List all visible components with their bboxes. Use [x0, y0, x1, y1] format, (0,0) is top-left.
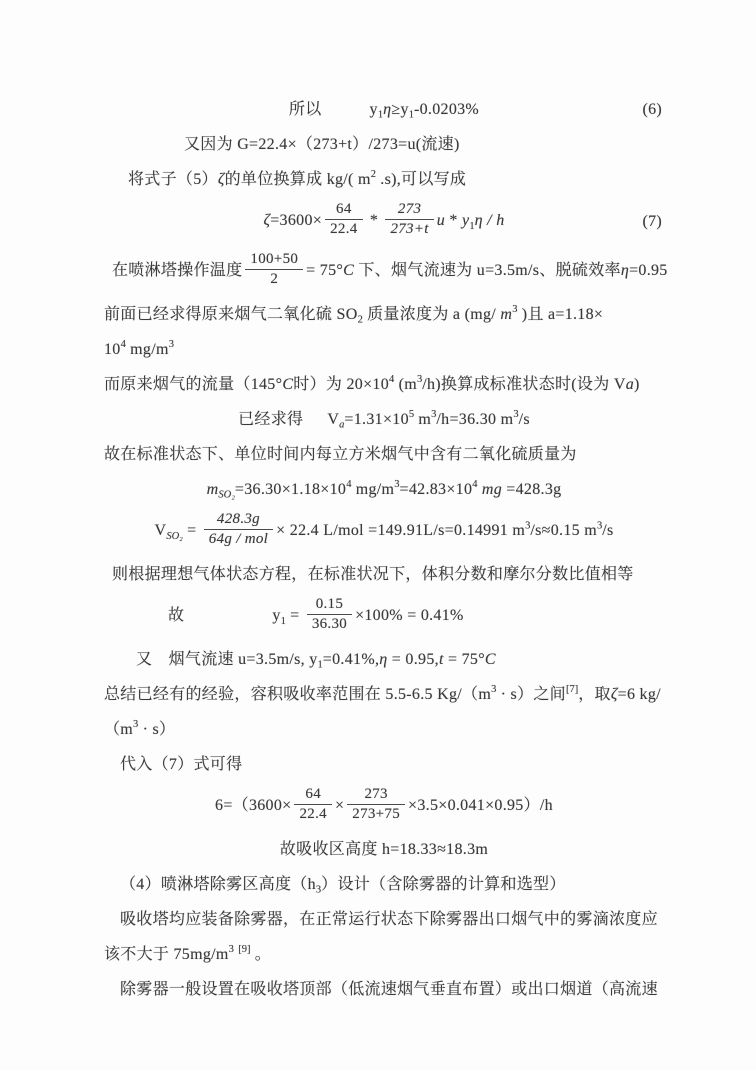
subscript: 1	[408, 109, 414, 121]
mso2-line	[104, 479, 664, 501]
superscript: 3	[168, 339, 174, 351]
text-run: )	[634, 376, 640, 393]
text-run: m	[414, 411, 432, 428]
text-run: 故	[168, 607, 185, 625]
concentration-value-line	[104, 339, 664, 361]
text-run: 。	[250, 946, 272, 963]
text-run: 又因为 G=22.4×（273+t）/273=u(流速)	[184, 136, 460, 153]
text-run: ≥	[391, 101, 401, 118]
text-run: (m	[394, 376, 417, 393]
unit-conversion-line	[104, 169, 664, 191]
superscript: [7]	[565, 684, 579, 696]
text-run: t	[438, 651, 444, 668]
text-run: =0.41%,	[322, 651, 380, 668]
operating-temp-line	[104, 251, 668, 291]
flue-gas-flow-line	[104, 374, 664, 396]
text-run: =0.95	[629, 262, 668, 280]
text-run: =3600×	[270, 212, 323, 230]
equation-number: (7)	[642, 212, 662, 230]
text-run: = 0.95,	[387, 651, 439, 668]
text-run: h	[496, 212, 505, 230]
superscript: 3	[596, 520, 603, 532]
superscript: 3	[491, 684, 497, 696]
text-run: )且 a=1.18×	[517, 306, 604, 323]
subscript: 3	[315, 884, 322, 896]
text-run: y	[369, 101, 378, 118]
text-run: 将式子（5）	[128, 171, 218, 188]
subscript: SO₂	[218, 489, 235, 501]
text-run: =	[285, 607, 304, 625]
text-run: ×3.5×0.041×0.95）/h	[408, 797, 553, 815]
fraction-numerator: 64	[305, 786, 322, 802]
subscript: 2	[357, 314, 363, 326]
text-run: mg/m	[351, 481, 395, 498]
text-run: y	[272, 607, 281, 625]
text-run: =	[182, 522, 201, 540]
equation-number: (6)	[642, 101, 662, 118]
because-G-line	[104, 134, 664, 156]
fraction	[204, 510, 273, 549]
text-run: · s）之间	[496, 686, 566, 703]
text-run: η	[383, 101, 392, 118]
fraction-numerator: 100+50	[250, 251, 299, 267]
text-run: ×	[334, 797, 345, 815]
text-run: 前面已经求得原来烟气二氧化硫 SO	[104, 306, 358, 323]
fraction-denominator: 22.4	[294, 804, 331, 824]
text-run: /	[482, 212, 497, 230]
text-run: ，取	[578, 686, 611, 703]
absorption-rate-line	[104, 684, 664, 706]
text-run: = 75°	[306, 262, 344, 280]
subscript: 1	[317, 659, 323, 671]
text-run: （m	[104, 721, 134, 738]
text-run: ζ	[610, 686, 618, 703]
text-run: /h)换算成标准状态时(设为 V	[422, 376, 626, 393]
text-run: = 75°	[443, 651, 485, 668]
text-run: C	[282, 376, 294, 393]
vso2-line	[104, 512, 664, 551]
fraction-numerator: 273	[397, 201, 422, 217]
eq6-line	[104, 99, 664, 121]
superscript: 3	[416, 374, 423, 386]
text-run: m	[206, 481, 219, 498]
superscript: 3	[431, 409, 437, 421]
text-run: mg/m	[125, 341, 169, 358]
fraction-denominator: 273+75	[347, 804, 405, 824]
fraction-denominator: 64g / mol	[204, 529, 273, 549]
text-run: 故吸收区高度 h=18.33≈18.3m	[279, 841, 489, 858]
fraction	[307, 595, 352, 634]
text-run: =1.31×10	[344, 411, 409, 428]
text-run: 又 烟气流速 u=3.5m/s, y	[136, 651, 318, 668]
section4-heading-line	[104, 874, 664, 896]
demister-requirement-line	[104, 909, 664, 931]
text-run: 下、烟气流速为 u=3.5m/s、脱硫效率	[354, 262, 621, 280]
text-run: η	[620, 262, 630, 280]
text-run: C	[343, 262, 355, 280]
fraction-numerator: 0.15	[315, 596, 344, 612]
text-run: ）设计（含除雾器的计算和选型）	[321, 876, 566, 893]
text-run: mg	[481, 481, 502, 498]
text-run: *	[445, 212, 462, 230]
text-run: 该不大于 75mg/m	[104, 946, 229, 963]
text-run: /h=36.30 m	[436, 411, 514, 428]
superscript: 2	[370, 169, 376, 181]
fraction	[245, 250, 303, 289]
text-run: × 22.4 L/mol =149.91L/s=0.14991 m	[276, 522, 526, 540]
text-run: 时）为 20×10	[293, 376, 390, 393]
demister-requirement-cont-line	[104, 944, 664, 966]
text-run: η	[379, 651, 388, 668]
text-run: =36.30×1.18×10	[234, 481, 347, 498]
text-run: ×100% = 0.41%	[355, 607, 464, 625]
text-run: y	[400, 101, 409, 118]
text-run: 除雾器一般设置在吸收塔顶部（低流速烟气垂直布置）或出口烟道（高流速	[120, 981, 658, 998]
so2-concentration-line	[104, 304, 664, 326]
text-run: y	[461, 212, 470, 230]
text-run: 质量浓度为 a (mg/	[362, 306, 501, 323]
text-run: .s),可以写成	[375, 171, 467, 188]
fraction	[347, 785, 405, 824]
ideal-gas-line	[104, 564, 664, 586]
fraction-numerator: 428.3g	[216, 511, 260, 527]
parameters-line	[104, 649, 664, 671]
superscript: 3	[133, 719, 139, 731]
superscript: 4	[120, 339, 126, 351]
text-run: C	[484, 651, 496, 668]
superscript: 3	[525, 520, 531, 532]
text-run: 代入（7）式可得	[120, 756, 243, 773]
text-run: 已经求得	[238, 411, 304, 428]
text-run: =6 kg/	[617, 686, 661, 703]
text-run: *	[365, 212, 383, 230]
text-run: 的单位换算成 kg/( m	[224, 171, 371, 188]
text-run: ζ	[263, 212, 271, 230]
superscript: 4	[346, 479, 352, 491]
fraction	[385, 200, 433, 239]
text-run: a	[625, 376, 634, 393]
absorption-rate-units-line	[104, 719, 664, 741]
fraction-denominator: 36.30	[307, 614, 352, 634]
text-run: 10	[104, 341, 121, 358]
fraction-numerator: 273	[364, 786, 388, 802]
superscript: 3	[228, 944, 234, 956]
text-run: η	[474, 212, 483, 230]
text-run: 而原来烟气的流量（145°	[104, 376, 283, 393]
text-run: （4）喷淋塔除雾区高度（h	[120, 876, 316, 893]
text-run: =428.3g	[502, 481, 562, 498]
text-run: u	[436, 212, 446, 230]
text-run: m	[500, 306, 513, 323]
eq7-substituted-line	[104, 787, 664, 826]
subscript: 1	[377, 109, 384, 121]
standard-state-line	[104, 444, 664, 466]
superscript: 3	[512, 304, 518, 316]
superscript: 4	[472, 479, 478, 491]
text-run: · s）	[138, 721, 176, 738]
fraction	[294, 785, 331, 824]
fraction-numerator: 64	[336, 201, 352, 217]
text-run: 所以	[288, 101, 322, 118]
substitute-eq7-line	[104, 754, 664, 776]
superscript: 3	[513, 409, 519, 421]
text-run: -0.0203%	[414, 101, 480, 118]
eq7-line	[104, 202, 664, 241]
superscript: 4	[389, 374, 395, 386]
text-run: 总结已经有的经验，容积吸收率范围在 5.5-6.5 Kg/（m	[104, 686, 492, 703]
demister-location-line	[104, 979, 664, 1001]
text-run: =42.83×10	[399, 481, 473, 498]
va-result-line	[104, 409, 664, 431]
text-run: V	[327, 411, 340, 428]
fraction-denominator: 273+t	[385, 219, 433, 239]
subscript: 1	[469, 220, 475, 232]
subscript: 1	[280, 615, 286, 627]
subscript: a	[339, 419, 345, 431]
fraction-denominator: 22.4	[325, 219, 362, 239]
superscript: 3	[394, 479, 400, 491]
text-run: /s	[602, 522, 614, 540]
text-run: 在喷淋塔操作温度	[112, 262, 243, 280]
text-run: 则根据理想气体状态方程，在标准状况下，体积分数和摩尔分数比值相等	[112, 566, 634, 583]
fraction	[325, 200, 362, 239]
text-run: 6=（3600×	[215, 797, 292, 815]
subscript: SO₂	[166, 530, 183, 542]
superscript: [9]	[238, 944, 251, 956]
text-run: V	[154, 522, 167, 540]
text-run: 故在标准状态下、单位时间内每立方米烟气中含有二氧化硫质量为	[104, 446, 577, 463]
text-run: /s≈0.15 m	[530, 522, 597, 540]
absorption-height-line	[104, 839, 664, 861]
text-run: ζ	[217, 171, 225, 188]
text-run: 吸收塔均应装备除雾器，在正常运行状态下除雾器出口烟气中的雾滴浓度应	[120, 911, 658, 928]
text-run: /s	[518, 411, 530, 428]
fraction-denominator: 2	[245, 269, 303, 289]
y1-calc-line	[104, 597, 664, 636]
superscript: 5	[408, 409, 415, 421]
